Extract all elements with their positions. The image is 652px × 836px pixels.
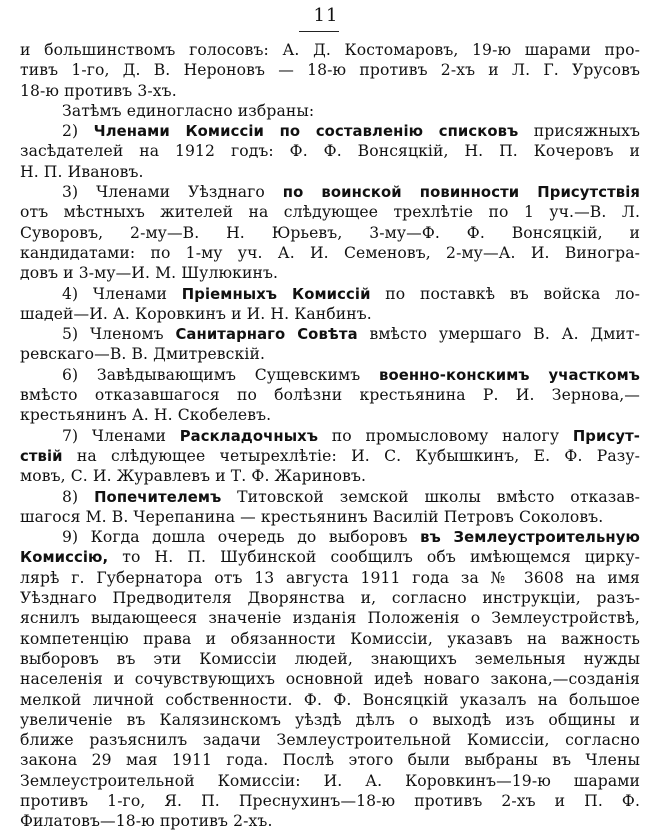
- text-span: населенія и сочувствующихъ основной идеѣ новаго закона,—созданія: [20, 670, 640, 689]
- text-line: [20, 40, 640, 60]
- text-line: [20, 202, 640, 222]
- text-line: [20, 527, 640, 547]
- text-span: Филатовъ—18-ю противъ 2-хъ.: [20, 812, 273, 831]
- text-span: тивъ 1-го, Д. В. Нероновъ — 18-ю противъ 2-хъ и Л. Г. Урусовъ: [20, 61, 640, 80]
- text-span: мовъ, С. И. Журавлевъ и Т. Ф. Жариновъ.: [20, 467, 367, 486]
- text-span: засѣдателей на 1912 годъ: Ф. Ф. Вонсяцкій, Н. П. Кочеровъ и: [20, 142, 640, 161]
- text-line: [20, 487, 640, 507]
- bold-text-span: Раскладочныхъ: [179, 427, 319, 445]
- bold-text-span: Попечителемъ: [94, 488, 222, 506]
- bold-text-span: Пріемныхъ Комиссій: [181, 285, 371, 303]
- text-line: [20, 101, 640, 121]
- text-span: противъ 1-го, Я. П. Преснухинъ—18-ю противъ 2-хъ и П. Ф.: [20, 791, 640, 810]
- text-line: [20, 426, 640, 446]
- text-span: и большинствомъ голосовъ: А. Д. Костомаровъ, 19-ю шарами про-: [20, 41, 640, 59]
- text-line: [20, 243, 640, 263]
- bold-text-span: ствій: [20, 447, 63, 465]
- body-text: [20, 40, 640, 832]
- text-line: [20, 750, 640, 770]
- text-span: ревскаго—В. В. Дмитревскій.: [20, 345, 265, 364]
- text-line: [20, 223, 640, 243]
- text-span: ближе разъяснилъ задачи Землеустроительной Комиссіи, согласно: [20, 731, 640, 750]
- text-span: крестьянинъ А. Н. Скобелевъ.: [20, 406, 272, 425]
- text-line: [20, 588, 640, 608]
- text-span: 2): [62, 122, 94, 141]
- text-span: 4) Членами: [62, 284, 182, 303]
- bold-text-span: военно-конскимъ участкомъ: [378, 366, 640, 384]
- text-span: по поставкѣ въ войска ло-: [370, 284, 640, 303]
- text-line: [20, 669, 640, 689]
- text-span: отъ мѣстныхъ жителей на слѣдующее трехлѣтіе по 1 уч.—В. Л.: [20, 203, 640, 222]
- text-span: по промысловому налогу: [318, 426, 573, 445]
- text-span: на слѣдующее четырехлѣтіе: И. С. Кубышкинъ, Е. Ф. Разу-: [62, 446, 640, 465]
- text-span: выборовъ въ эти Комиссіи людей, знающихъ земельныя нужды: [20, 649, 640, 668]
- text-line: [20, 811, 640, 831]
- text-line: [20, 182, 640, 202]
- text-line: [20, 121, 640, 141]
- text-span: довъ и 3-му—И. М. Шулюкинъ.: [20, 264, 279, 283]
- text-span: кандидатами: по 1-му уч. А. И. Семеновъ, 2-му—А. И. Виногра-: [20, 243, 640, 262]
- text-span: закона 29 мая 1911 года. Послѣ этого были выбраны въ Члены: [20, 751, 640, 770]
- text-line: [20, 547, 640, 567]
- text-span: 5) Членомъ: [62, 325, 176, 344]
- text-span: Уѣзднаго Предводителя Дворянства и, согласно инструкціи, разъ-: [20, 589, 640, 608]
- text-line: [20, 629, 640, 649]
- text-span: 7) Членами: [62, 426, 180, 445]
- text-span: Затѣмъ единогласно избраны:: [62, 101, 315, 120]
- text-line: [20, 263, 640, 283]
- bold-text-span: въ Землеустроительную: [420, 529, 640, 547]
- text-span: то Н. П. Шубинской сообщилъ объ имѣющемся цирку-: [108, 548, 640, 567]
- text-line: [20, 690, 640, 710]
- text-span: Н. П. Ивановъ.: [20, 162, 144, 181]
- text-line: [20, 324, 640, 344]
- text-span: лярѣ г. Губернатора отъ 13 августа 1911 года за № 3608 на имя: [20, 568, 640, 587]
- text-span: Землеустроительной Комиссіи: И. А. Коровкинъ—19-ю шарами: [20, 771, 640, 790]
- text-line: [20, 60, 640, 80]
- bold-text-span: Комиссію,: [20, 549, 109, 567]
- text-line: [20, 81, 640, 101]
- text-line: [20, 405, 640, 425]
- text-line: [20, 162, 640, 182]
- text-span: компетенцію права и обязанности Комиссіи, указавъ на важность: [20, 629, 640, 648]
- text-span: Титовской земской школы вмѣсто отказав-: [221, 487, 640, 506]
- text-span: присяжныхъ: [518, 122, 640, 141]
- text-line: [20, 141, 640, 161]
- text-span: шадей—И. А. Коровкинъ и И. Н. Канбинъ.: [20, 304, 372, 323]
- text-line: [20, 304, 640, 324]
- page-number-rule: [299, 31, 339, 32]
- text-line: [20, 466, 640, 486]
- text-line: [20, 365, 640, 385]
- text-line: [20, 446, 640, 466]
- text-span: мелкой личной собственности. Ф. Ф. Вонсяцкій указалъ на большое: [20, 690, 640, 709]
- text-span: 6) Завѣдывающимъ Сущевскимъ: [62, 365, 379, 384]
- text-span: шагося М. В. Черепанина — крестьянинъ Василій Петровъ Соколовъ.: [20, 507, 604, 526]
- text-line: [20, 608, 640, 628]
- text-span: Суворовъ, 2-му—В. Н. Юрьевъ, 3-му—Ф. Ф. Вонсяцкій, и: [20, 223, 640, 242]
- page-number: 11: [313, 5, 339, 26]
- bold-text-span: Санитарнаго Совѣта: [175, 326, 358, 344]
- text-span: 9) Когда дошла очередь до выборовъ: [62, 528, 421, 547]
- text-span: яснилъ выдающееся значеніе изданія Положенія о Землеустройствѣ,: [20, 609, 640, 628]
- text-span: 3) Членами Уѣзднаго: [62, 183, 283, 202]
- text-line: [20, 791, 640, 811]
- text-line: [20, 649, 640, 669]
- text-span: 8): [62, 487, 95, 506]
- text-line: [20, 568, 640, 588]
- text-line: [20, 344, 640, 364]
- bold-text-span: Присут-: [572, 427, 640, 445]
- text-line: [20, 771, 640, 791]
- text-span: увеличеніе въ Калязинскомъ уѣздѣ дѣлъ о выходѣ изъ общины и: [20, 710, 640, 729]
- text-span: 18-ю противъ 3-хъ.: [20, 81, 177, 100]
- text-line: [20, 507, 640, 527]
- bold-text-span: Членами Комиссіи по составленію списковъ: [93, 123, 519, 141]
- text-line: [20, 710, 640, 730]
- text-span: вмѣсто отказавшагося по болѣзни крестьянина Р. И. Зернова,—: [20, 386, 640, 405]
- text-line: [20, 284, 640, 304]
- text-line: [20, 730, 640, 750]
- text-span: вмѣсто умершаго В. А. Дмит-: [357, 325, 640, 344]
- bold-text-span: по воинской повинности Присутствія: [282, 184, 640, 202]
- text-line: [20, 385, 640, 405]
